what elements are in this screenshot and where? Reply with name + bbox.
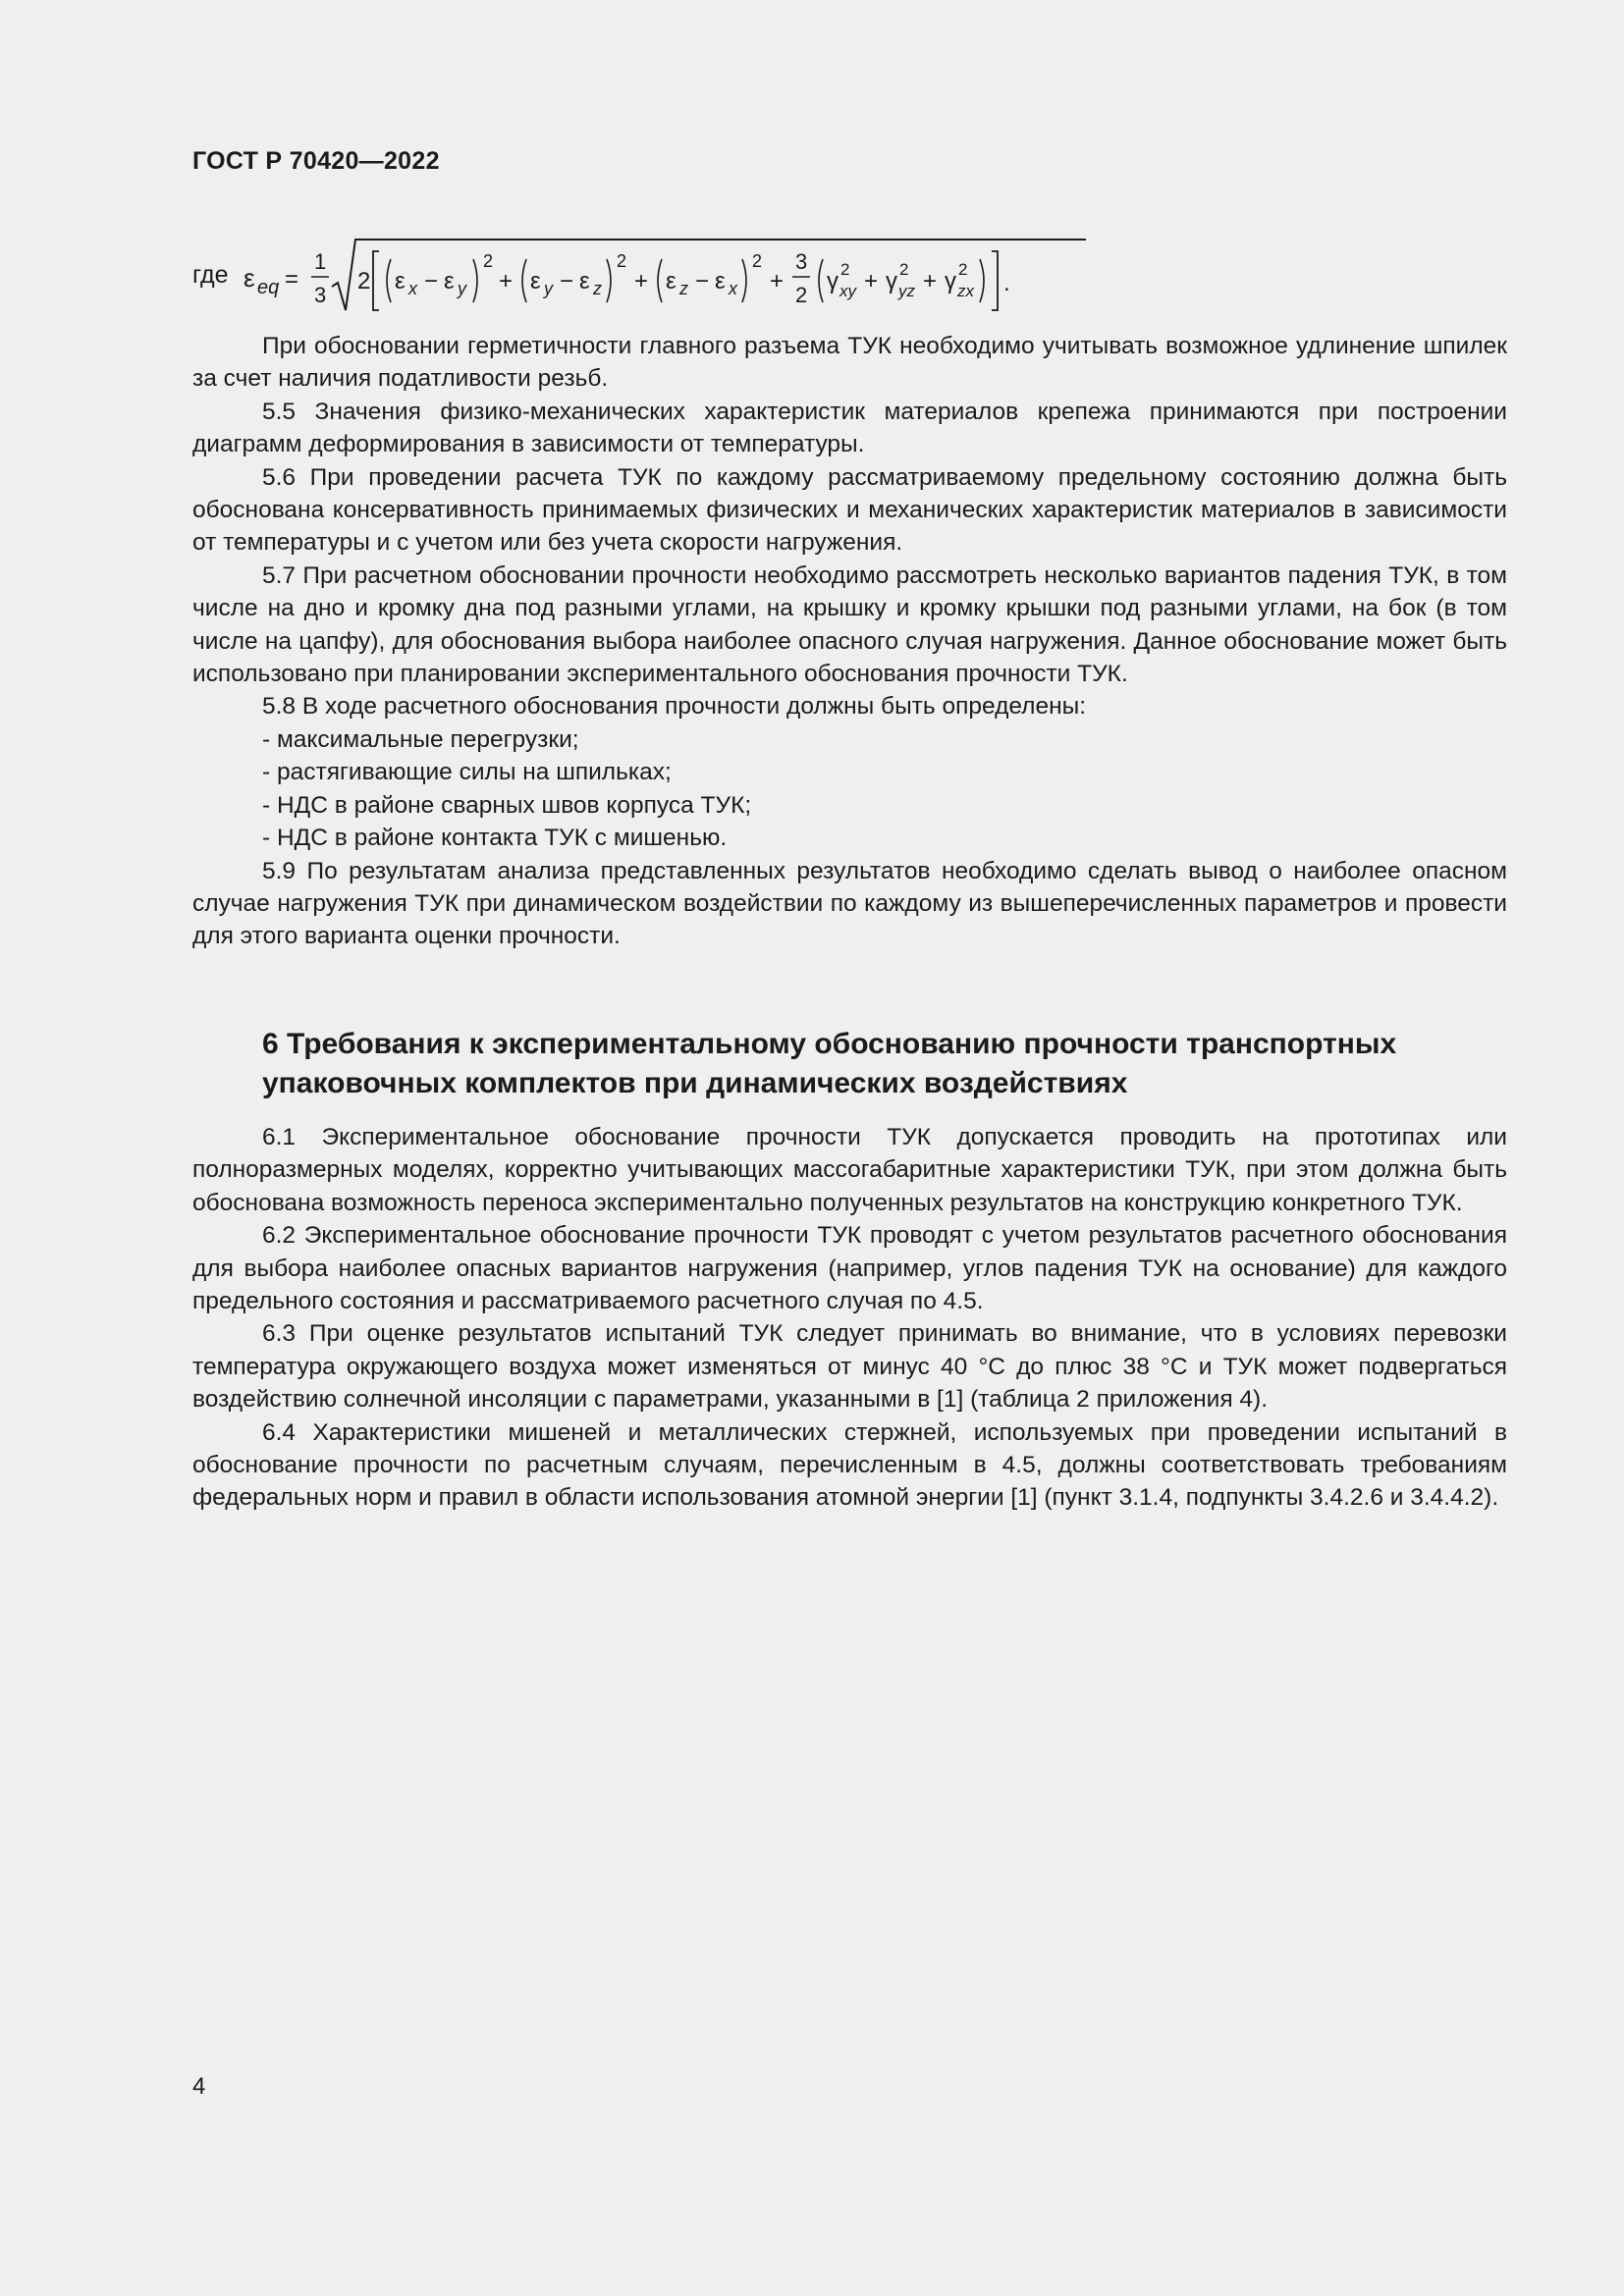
- paragraph-6-2: 6.2 Экспериментальное обоснование прочности ТУК проводят с учетом результатов расчетного обоснования для выбора наиболее опасных вариантов нагружения (например, углов падения ТУК на основание) для каждого предельного состояния и рассматриваемого расчетного случая по 4.5.: [192, 1222, 1507, 1315]
- list-item: - растягивающие силы на шпильках;: [262, 759, 672, 786]
- svg-text:1: 1: [314, 249, 327, 274]
- section-5-text: [192, 330, 1507, 953]
- svg-text:z: z: [679, 279, 688, 298]
- svg-text:2: 2: [899, 260, 909, 279]
- svg-text:xy: xy: [839, 282, 856, 300]
- svg-text:2: 2: [483, 251, 494, 271]
- svg-text:γ: γ: [945, 268, 956, 294]
- svg-text:+: +: [770, 268, 785, 294]
- svg-text:−: −: [560, 268, 574, 294]
- formula-expression: [242, 232, 1086, 314]
- paragraph-thread-elongation: При обосновании герметичности главного разъема ТУК необходимо учитывать возможное удлинение шпилек за счет наличия податливости резьб.: [192, 333, 1507, 393]
- svg-text:+: +: [634, 268, 649, 294]
- svg-text:2: 2: [840, 260, 850, 279]
- svg-text:x: x: [729, 279, 737, 298]
- section-6-text: [192, 1121, 1507, 1515]
- paragraph-6-1: 6.1 Экспериментальное обоснование прочности ТУК допускается проводить на прототипах или полноразмерных моделях, корректно учитывающих массогабаритные характеристики ТУК, при этом должна быть обоснована возможность переноса экспериментально полученных результатов на конструкцию конкретного ТУК.: [192, 1124, 1507, 1216]
- paragraph-5-7: 5.7 При расчетном обосновании прочности необходимо рассмотреть несколько вариантов падения ТУК, в том числе на дно и кромку дна под разными углами, на крышку и кромку крышки под разными углами, на бок (в том числе на цапфу), для обоснования выбора наиболее опасного случая нагружения. Данное обоснование может быть использовано при планировании экспериментального обоснования прочности ТУК.: [192, 561, 1507, 688]
- svg-text:2: 2: [795, 283, 808, 307]
- svg-text:3: 3: [314, 283, 327, 307]
- list-item: - максимальные перегрузки;: [262, 725, 579, 753]
- svg-text:eq: eq: [257, 277, 280, 298]
- svg-text:ε: ε: [579, 268, 590, 294]
- svg-text:.: .: [1003, 270, 1010, 296]
- svg-text:3: 3: [795, 249, 808, 274]
- svg-text:ε: ε: [244, 263, 255, 293]
- svg-text:2: 2: [958, 260, 968, 279]
- svg-text:ε: ε: [715, 268, 726, 294]
- svg-text:2: 2: [357, 268, 371, 294]
- paragraph-5-6: 5.6 При проведении расчета ТУК по каждому рассматриваемому предельному состоянию должна быть обоснована консервативность принимаемых физических и механических характеристик материалов в зависимости от температуры и с учетом или без учета скорости нагружения.: [192, 463, 1507, 557]
- list-item: - НДС в районе сварных швов корпуса ТУК;: [262, 791, 752, 819]
- svg-text:=: =: [285, 266, 299, 293]
- page-number: 4: [192, 2073, 206, 2100]
- paragraph-5-5: 5.5 Значения физико-механических характеристик материалов крепежа принимаются при построении диаграмм деформирования в зависимости от температуры.: [192, 398, 1507, 458]
- svg-text:ε: ε: [666, 268, 677, 294]
- formula-lead-word: где: [192, 261, 229, 289]
- svg-text:ε: ε: [530, 268, 541, 294]
- svg-text:γ: γ: [886, 268, 897, 294]
- svg-text:y: y: [458, 279, 466, 298]
- equivalent-strain-formula: [192, 232, 1076, 314]
- svg-text:2: 2: [752, 251, 763, 271]
- paragraph-5-8: 5.8 В ходе расчетного обоснования прочности должны быть определены:: [262, 693, 1087, 721]
- paragraph-6-3: 6.3 При оценке результатов испытаний ТУК следует принимать во внимание, что в условиях перевозки температура окружающего воздуха может изменяться от минус 40 °С до плюс 38 °С и ТУК может подвергаться воздействию солнечной инсоляции с параметрами, указанными в [1] (таблица 2 приложения 4).: [192, 1320, 1507, 1414]
- section-6-heading: 6 Требования к экспериментальному обоснованию прочности транспортных упаковочных комплектов при динамических воздействиях: [262, 1028, 1397, 1099]
- paragraph-6-4: 6.4 Характеристики мишеней и металлических стержней, используемых при проведении испытаний в обоснование прочности по расчетным случаям, перечисленным в 4.5, должны соответствовать требованиям федеральных норм и правил в области использования атомной энергии [1] (пункт 3.1.4, подпункты 3.4.2.6 и 3.4.4.2).: [192, 1418, 1507, 1512]
- svg-text:zx: zx: [957, 282, 974, 300]
- svg-text:y: y: [544, 279, 553, 298]
- svg-text:γ: γ: [827, 268, 839, 294]
- paragraph-5-9: 5.9 По результатам анализа представленных результатов необходимо сделать вывод о наиболее опасном случае нагружения ТУК при динамическом воздействии по каждому из вышеперечисленных параметров и провести для этого варианта оценки прочности.: [192, 857, 1507, 950]
- svg-text:+: +: [499, 268, 514, 294]
- svg-text:z: z: [593, 279, 602, 298]
- svg-text:+: +: [923, 268, 938, 294]
- document-code-header: ГОСТ Р 70420—2022: [192, 147, 440, 175]
- svg-text:x: x: [408, 279, 417, 298]
- svg-text:yz: yz: [898, 282, 915, 300]
- list-item: - НДС в районе контакта ТУК с мишенью.: [262, 825, 728, 852]
- svg-text:ε: ε: [395, 268, 406, 294]
- svg-text:ε: ε: [444, 268, 455, 294]
- svg-text:−: −: [424, 268, 439, 294]
- svg-text:2: 2: [617, 251, 627, 271]
- svg-text:+: +: [864, 268, 879, 294]
- svg-text:−: −: [695, 268, 710, 294]
